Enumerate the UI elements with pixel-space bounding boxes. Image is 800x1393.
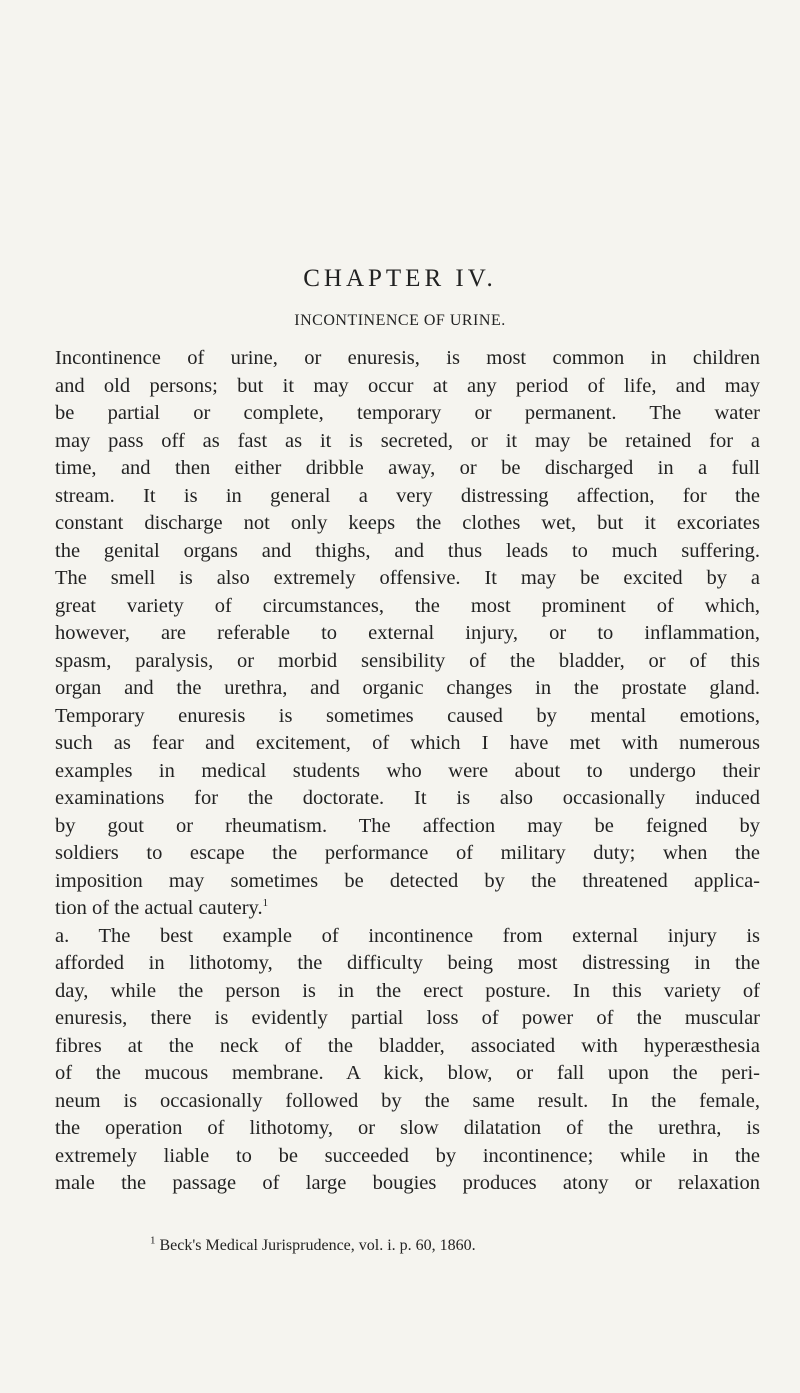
footnote-reference: 1 (262, 897, 269, 910)
chapter-title: INCONTINENCE OF URINE. (294, 312, 506, 329)
body-line: fibres at the neck of the bladder, associated with hyperæsthesia (55, 1034, 760, 1057)
body-line: great variety of circumstances, the most prominent of which, (55, 594, 760, 617)
body-line: examples in medical students who were about to undergo their (55, 759, 760, 782)
body-line: time, and then either dribble away, or be discharged in a full (55, 457, 760, 479)
body-line: stream. It is in general a very distressing affection, for the (55, 484, 760, 507)
body-line: soldiers to escape the performance of military duty; when the (55, 842, 760, 864)
body-line: male the passage of large bougies produces atony or relaxation (55, 1172, 760, 1194)
body-line: organ and the urethra, and organic changes in the prostate gland. (55, 677, 760, 699)
body-line: imposition may sometimes be detected by the threatened applica- (55, 869, 760, 892)
body-line: may pass off as fast as it is secreted, or it may be retained for a (55, 429, 760, 452)
chapter-heading: CHAPTER IV. (303, 265, 497, 292)
footnote-text: Beck's Medical Jurisprudence, vol. i. p. 60, 1860. (159, 1237, 476, 1254)
body-line: a. The best example of incontinence from external injury is (55, 924, 760, 947)
body-line: enuresis, there is evidently partial loss of power of the muscular (55, 1007, 760, 1029)
footnote (150, 1234, 770, 1255)
body-line: constant discharge not only keeps the clothes wet, but it excoriates (55, 512, 760, 534)
body-line: of the mucous membrane. A kick, blow, or fall upon the peri- (55, 1062, 760, 1084)
body-line: however, are referable to external injury, or to inflammation, (55, 622, 760, 644)
body-line: extremely liable to be succeeded by incontinence; while in the (55, 1144, 760, 1167)
body-line: the genital organs and thighs, and thus leads to much suffering. (55, 539, 760, 562)
body-line-with-footnote-ref (55, 895, 760, 923)
footnote-marker: 1 (150, 1234, 156, 1247)
body-line: be partial or complete, temporary or permanent. The water (55, 402, 760, 424)
body-line: Incontinence of urine, or enuresis, is most common in children (55, 347, 760, 369)
body-line: The smell is also extremely offensive. It may be excited by a (55, 567, 760, 589)
body-line: the operation of lithotomy, or slow dilatation of the urethra, is (55, 1117, 760, 1139)
body-line: such as fear and excitement, of which I have met with numerous (55, 732, 760, 754)
body-line: neum is occasionally followed by the same result. In the female, (55, 1089, 760, 1112)
body-line: by gout or rheumatism. The affection may be feigned by (55, 814, 760, 837)
body-line: afforded in lithotomy, the difficulty being most distressing in the (55, 952, 760, 974)
body-line: and old persons; but it may occur at any period of life, and may (55, 374, 760, 397)
body-line: examinations for the doctorate. It is also occasionally induced (55, 787, 760, 809)
body-line: spasm, paralysis, or morbid sensibility of the bladder, or of this (55, 649, 760, 672)
body-line: day, while the person is in the erect posture. In this variety of (55, 979, 760, 1002)
body-line: Temporary enuresis is sometimes caused by mental emotions, (55, 704, 760, 727)
body-text (55, 345, 760, 1198)
body-line-text: tion of the actual cautery. (55, 897, 263, 919)
